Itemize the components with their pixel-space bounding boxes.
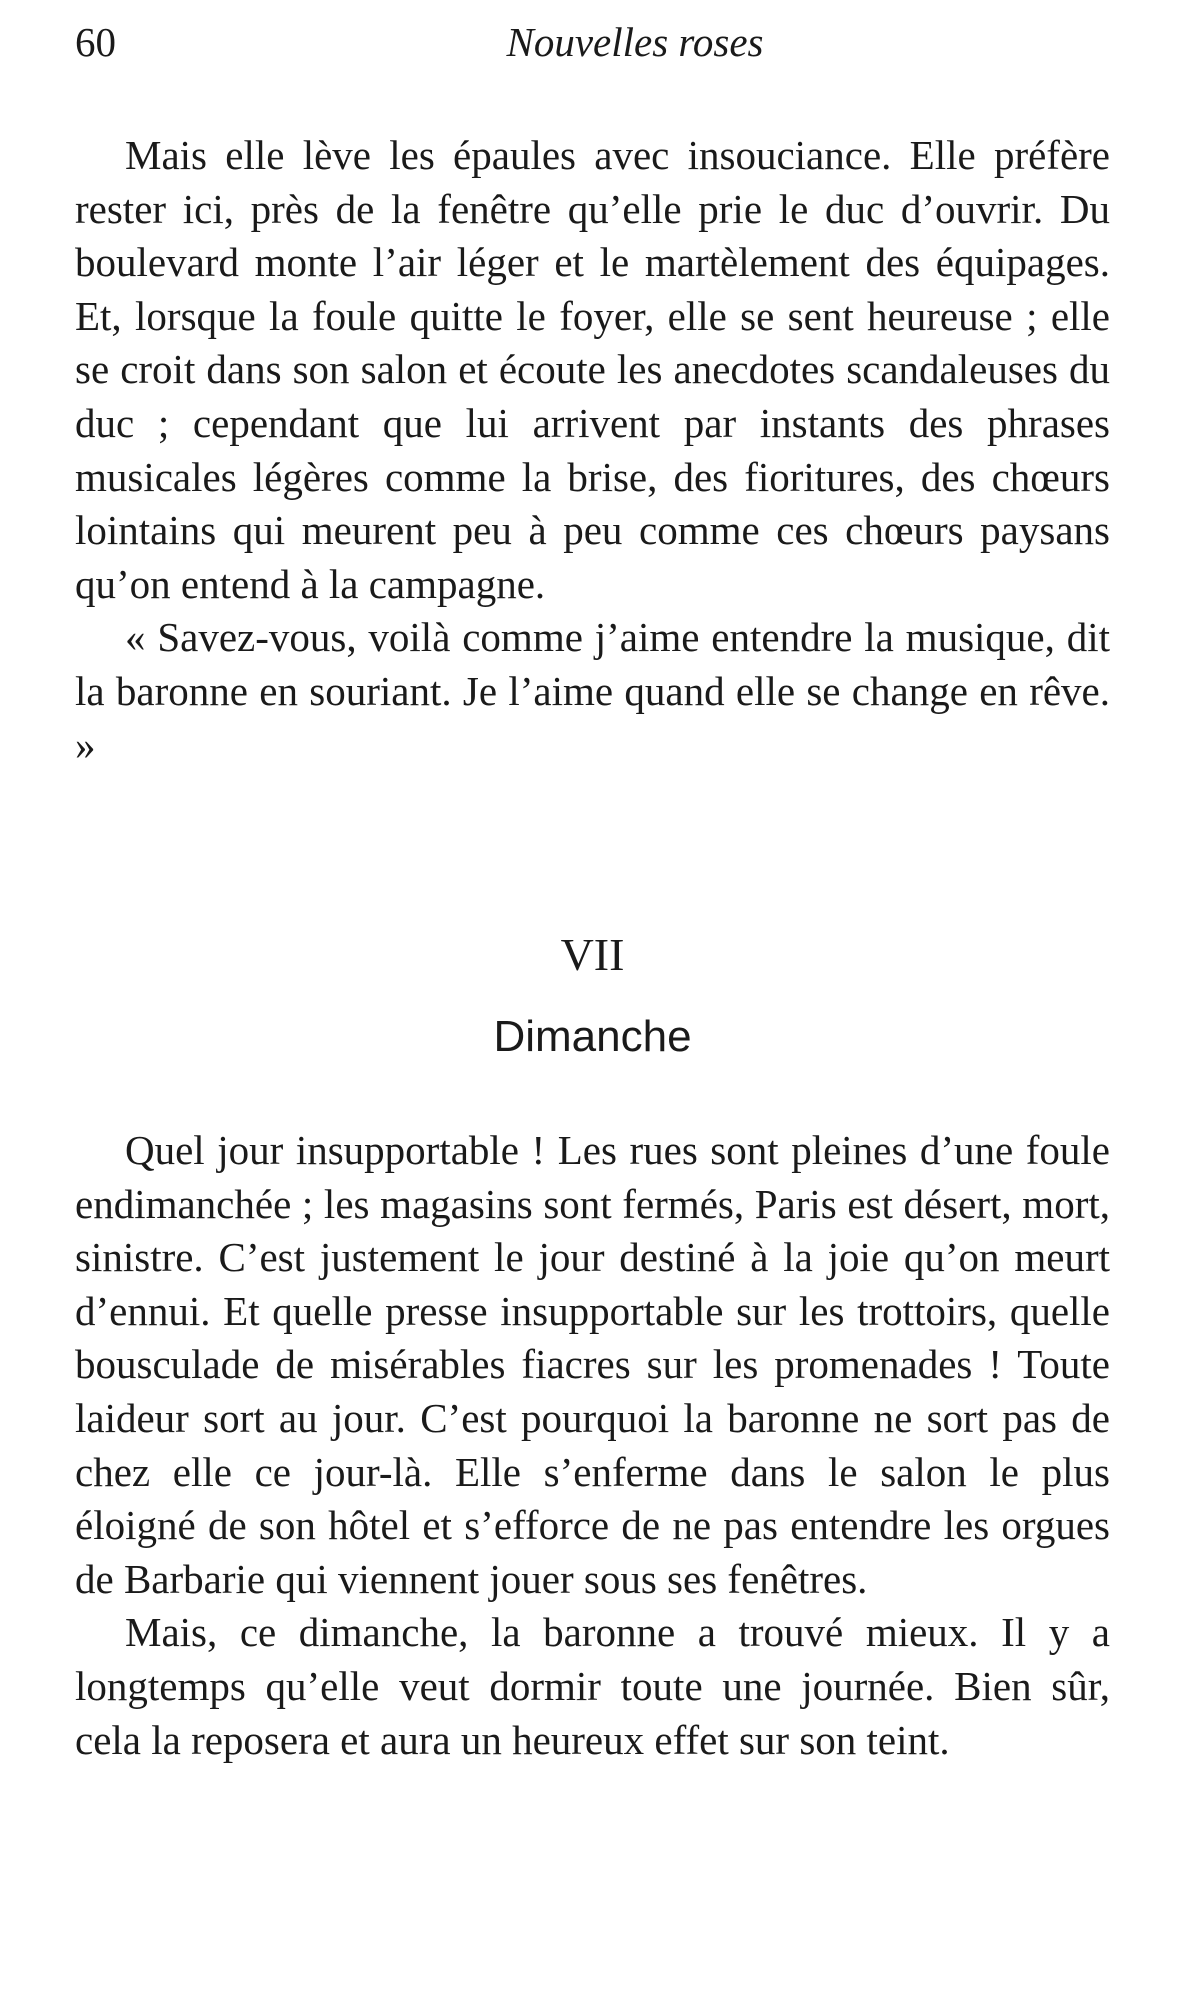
paragraph: Mais elle lève les épaules avec insouciance. Elle préfère rester ici, près de la fenêtre qu’elle prie le duc d’ouvrir. Du boulevard monte l’air léger et le martèlement des équipages. Et, lorsque la foule quitte le foyer, elle se sent heureuse ; elle se croit dans son salon et écoute les anecdotes scandaleuses du duc ; cependant que lui arrivent par instants des phrases musicales légères comme la brise, des fioritures, des chœurs lointains qui meurent peu à peu comme ces chœurs paysans qu’on entend à la campagne. xyxy=(75,132,1110,607)
section-1-text xyxy=(75,129,1110,772)
chapter-number: VII xyxy=(560,929,625,980)
section-2-text xyxy=(75,1124,1110,1767)
running-head xyxy=(75,14,1115,70)
paragraph: Quel jour insupportable ! Les rues sont pleines d’une foule endimanchée ; les magasins sont fermés, Paris est désert, mort, sinistre. C’est justement le jour destiné à la joie qu’on meurt d’ennui. Et quelle presse insupportable sur les trottoirs, quelle bousculade de misérables fiacres sur les promenades ! Toute laideur sort au jour. C’est pourquoi la baronne ne sort pas de chez elle ce jour-là. Elle s’enferme dans le salon le plus éloigné de son hôtel et s’efforce de ne pas entendre les orgues de Barbarie qui viennent jouer sous ses fenêtres. xyxy=(75,1127,1110,1602)
book-title: Nouvelles roses xyxy=(506,19,764,65)
paragraph: Mais, ce dimanche, la baronne a trouvé mieux. Il y a longtemps qu’elle veut dormir toute une journée. Bien sûr, cela la reposera et aura un heureux effet sur son teint. xyxy=(75,1609,1110,1763)
page-number: 60 xyxy=(75,19,116,65)
paragraph: « Savez-vous, voilà comme j’aime entendre la musique, dit la baronne en souriant. Je l’aime quand elle se change en rêve. » xyxy=(75,614,1110,768)
chapter-title: Dimanche xyxy=(493,1012,692,1061)
